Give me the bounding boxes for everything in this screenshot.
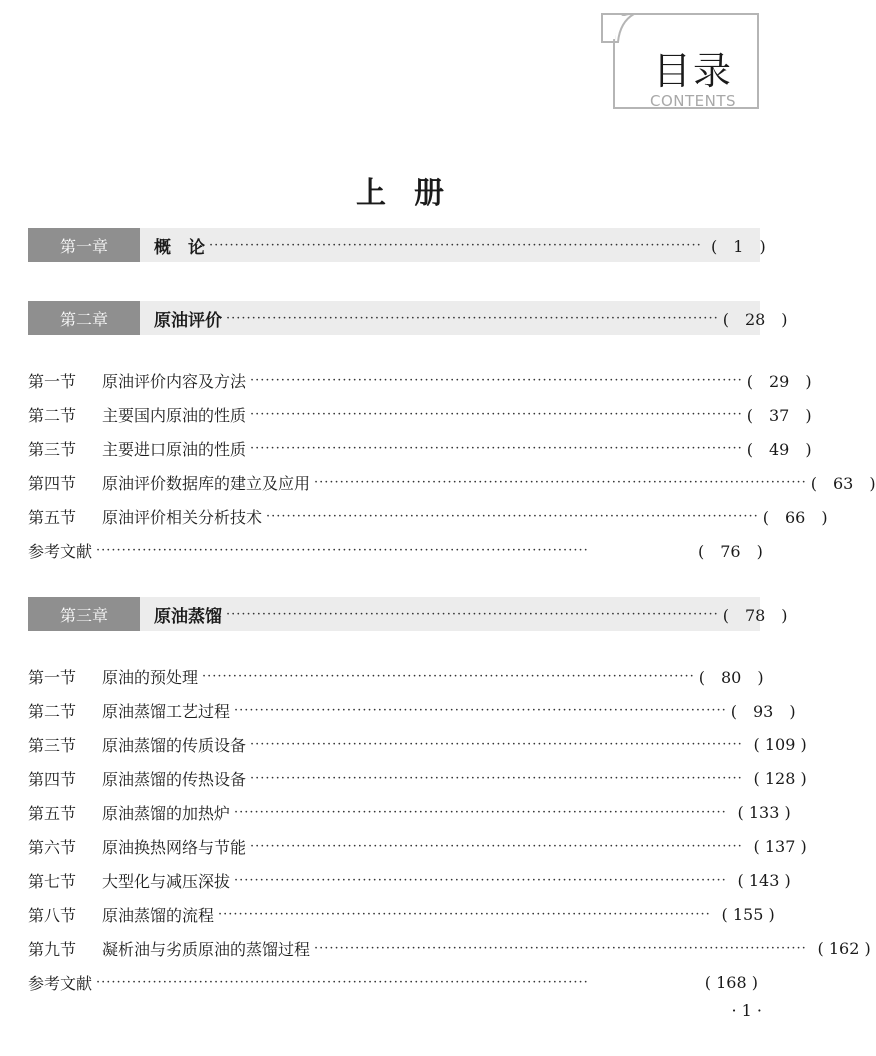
- section-number: 第四节: [28, 473, 77, 493]
- toc-line[interactable]: [28, 731, 807, 757]
- leader-dots: ································································································: [250, 736, 743, 752]
- leader-dots: ································································································: [266, 508, 759, 524]
- leader-dots: ································································································: [202, 668, 695, 684]
- section-title: 参考文献: [28, 541, 93, 561]
- page-ref: ( 143 ): [737, 870, 791, 890]
- page-ref: ( 66 ): [762, 507, 828, 527]
- section-title: 原油蒸馏的流程: [102, 905, 215, 925]
- toc-line[interactable]: [28, 469, 876, 495]
- toc-line[interactable]: [28, 503, 828, 529]
- section-number: 第一节: [28, 371, 77, 391]
- section-title: 原油评价内容及方法: [102, 371, 247, 391]
- toc-line[interactable]: [28, 663, 764, 689]
- section-title: 原油蒸馏工艺过程: [102, 701, 231, 721]
- page-ref: ( 109 ): [753, 734, 807, 754]
- leader-dots: ································································································: [314, 940, 807, 956]
- section-number: 第二节: [28, 405, 77, 425]
- page-ref: ( 28 ): [722, 309, 788, 329]
- section-number: 第九节: [28, 939, 77, 959]
- section-title: 原油蒸馏的传质设备: [102, 735, 247, 755]
- toc-line[interactable]: [28, 867, 791, 893]
- page-number: · 1 ·: [731, 1001, 762, 1020]
- section-number: 第一节: [28, 667, 77, 687]
- leader-dots: ································································································: [250, 372, 743, 388]
- section-number: 第七节: [28, 871, 77, 891]
- chapter-row[interactable]: [28, 597, 788, 631]
- toc-line[interactable]: [28, 901, 775, 927]
- section-title: 主要国内原油的性质: [102, 405, 247, 425]
- page-ref: ( 137 ): [753, 836, 807, 856]
- chapter-label: 第一章: [28, 228, 140, 262]
- contents-badge: [600, 12, 760, 110]
- chapter-row[interactable]: [28, 228, 766, 262]
- section-title: 凝析油与劣质原油的蒸馏过程: [102, 939, 311, 959]
- badge-title: 目录: [652, 49, 733, 93]
- volume-title: 上册: [356, 176, 472, 211]
- toc-line[interactable]: [28, 935, 871, 961]
- toc-line[interactable]: [28, 765, 807, 791]
- page-ref: ( 93 ): [730, 701, 796, 721]
- leader-dots: ································································································: [209, 237, 702, 253]
- chapter-label: 第二章: [28, 301, 140, 335]
- section-title: 原油评价相关分析技术: [102, 507, 263, 527]
- section-number: 第五节: [28, 507, 77, 527]
- toc-line[interactable]: [28, 401, 812, 427]
- section-number: 第五节: [28, 803, 77, 823]
- section-title: 原油蒸馏的传热设备: [102, 769, 247, 789]
- leader-dots: ································································································: [250, 770, 743, 786]
- section-number: 第八节: [28, 905, 77, 925]
- leader-dots: ································································································: [226, 310, 719, 326]
- page-ref: ( 29 ): [746, 371, 812, 391]
- page-ref: ( 1 ): [711, 236, 766, 256]
- section-title: 原油评价数据库的建立及应用: [102, 473, 311, 493]
- page-ref: ( 80 ): [698, 667, 764, 687]
- toc-line[interactable]: [28, 969, 760, 995]
- section-number: 第三节: [28, 735, 77, 755]
- page-ref: ( 63 ): [810, 473, 876, 493]
- leader-dots: ································································································: [234, 872, 727, 888]
- section-number: 第四节: [28, 769, 77, 789]
- section-number: 第三节: [28, 439, 77, 459]
- toc-line[interactable]: [28, 799, 791, 825]
- leader-dots: ································································································: [314, 474, 807, 490]
- chapter-row[interactable]: [28, 301, 788, 335]
- page-ref: ( 168 ): [704, 972, 758, 992]
- toc-line[interactable]: [28, 537, 763, 563]
- leader-dots: ································································································: [250, 838, 743, 854]
- toc-line[interactable]: [28, 833, 807, 859]
- section-title: 参考文献: [28, 973, 93, 993]
- leader-dots: ································································································: [96, 974, 589, 990]
- page-ref: ( 162 ): [817, 938, 871, 958]
- chapter-title: 原油评价: [154, 310, 222, 331]
- page-ref: ( 133 ): [737, 802, 791, 822]
- toc-line[interactable]: [28, 367, 812, 393]
- leader-dots: ································································································: [96, 542, 589, 558]
- badge-subtitle: CONTENTS: [649, 92, 737, 110]
- chapter-title: 概 论: [154, 237, 205, 258]
- leader-dots: ································································································: [234, 702, 727, 718]
- section-number: 第二节: [28, 701, 77, 721]
- section-title: 原油蒸馏的加热炉: [102, 803, 231, 823]
- chapter-title: 原油蒸馏: [154, 606, 222, 627]
- page-ref: ( 76 ): [698, 541, 763, 561]
- page-ref: ( 78 ): [722, 605, 788, 625]
- toc-line[interactable]: [28, 697, 796, 723]
- leader-dots: ································································································: [218, 906, 711, 922]
- section-number: 第六节: [28, 837, 77, 857]
- section-title: 原油换热网络与节能: [102, 837, 247, 857]
- leader-dots: ································································································: [226, 606, 719, 622]
- section-title: 大型化与减压深拔: [102, 871, 231, 891]
- page-ref: ( 37 ): [746, 405, 812, 425]
- toc-line[interactable]: [28, 435, 812, 461]
- page-ref: ( 128 ): [753, 768, 807, 788]
- page-ref: ( 49 ): [746, 439, 812, 459]
- chapter-label: 第三章: [28, 597, 140, 631]
- section-title: 主要进口原油的性质: [102, 439, 247, 459]
- section-title: 原油的预处理: [102, 667, 199, 687]
- leader-dots: ································································································: [234, 804, 727, 820]
- leader-dots: ································································································: [250, 406, 743, 422]
- page-ref: ( 155 ): [721, 904, 775, 924]
- leader-dots: ································································································: [250, 440, 743, 456]
